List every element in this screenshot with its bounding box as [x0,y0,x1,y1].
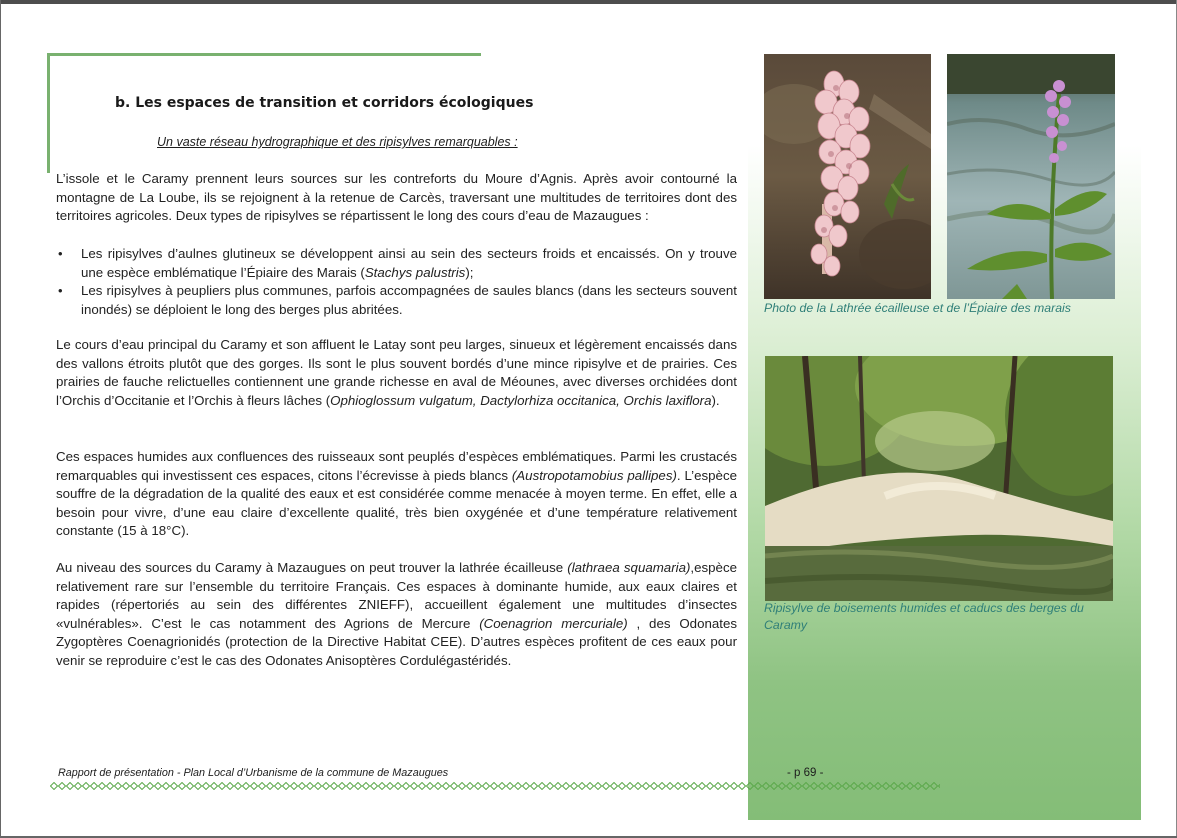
list-item-text: Les ripisylves à peupliers plus communes, parfois accompagnées de saules blancs (dans les secteurs souvent inondés) se déploient le long des berges plus abritées. [81,283,737,317]
paragraph-caramy-italic: Ophioglossum vulgatum, Dactylorhiza occitanica, Orchis laxiflora [330,392,712,408]
paragraph-humid-end: . L’espèce souffre de la dégradation de la qualité des eaux et est considérée comme menacée à moyen terme. En effet, elle a besoin pour vivre, d’une eau claire d’excellente qualité, très bien oxygénée et d’une température relativement constante (15 à 18°C). [56,467,737,538]
section-title: b. Les espaces de transition et corridors écologiques [115,95,534,111]
paragraph-humid-spaces [56,448,737,541]
paragraph-sources-middle: ,espèce relativement rare sur l’ensemble du territoire Français. Ces espaces à dominante humide, aux eaux claires et rapides (répertoriés au sein des différentes ZNIEFF), accueillent également une multitudes d’insectes «vulnérables». C’est le cas notamment des Agrions de Mercure [56,560,737,631]
photo-caption-plants: Photo de la Lathrée écailleuse et de l’Épiaire des marais [764,301,1071,315]
list-item-italic: Stachys palustris [364,264,466,280]
page-number: - p 69 - [787,767,824,779]
ripisylve-photo [765,356,1113,601]
photo-caption-ripisylve: Ripisylve de boisements humides et caducs des berges du Caramy [764,601,1084,632]
paragraph-caramy-text: Le cours d’eau principal du Caramy et son affluent le Latay sont peu larges, sinueux et légèrement encaissés dans des vallons étroits plutôt que des gorges. Ils sont le plus souvent bordés d’une mince ripisylve et de prairies. Ces prairies de fauche relictuelles contiennent une grande richesse en aval de Méounes, avec diverses orchidées dont l’Orchis d’Occitanie et l’Orchis à fleurs lâches ( [56,337,737,408]
top-border [0,0,1177,4]
lathree-photo [764,54,931,299]
frame-left-rule [47,53,50,173]
list-item-text-end: ); [465,264,474,280]
footer-diamond-rule [50,782,940,790]
list-item-text: Les ripisylves d’aulnes glutineux se développent ainsi au sein des secteurs froids et encaissés. On y trouve une espèce emblématique l’Épiaire des Marais ( [81,246,737,280]
footer-report-title: Rapport de présentation - Plan Local d’Urbanisme de la commune de Mazaugues [58,767,449,779]
paragraph-humid-text: Ces espaces humides aux confluences des ruisseaux sont peuplés d’espèces emblématiques. Parmi les crustacés remarquables qui investissent ces espaces, citons l’écrevisse à pieds blancs [56,449,737,483]
list-item [56,245,737,282]
frame-top-rule [47,53,481,56]
paragraph-sources [56,559,737,670]
paragraph-intro [56,170,737,226]
paragraph-sources-text: Au niveau des sources du Caramy à Mazaugues on peut trouver la lathrée écailleuse [56,560,568,575]
paragraph-caramy [56,336,737,410]
ripisylve-list [56,245,737,319]
paragraph-caramy-end: ). [711,392,720,408]
paragraph-sources-italic-1: (lathraea squamaria) [567,560,691,575]
paragraph-intro-text: L’issole et le Caramy prennent leurs sources sur les contreforts du Moure d’Agnis. Après avoir contourné la montagne de La Loube, ils se rejoignent à la retenue de Carcès, traversant une multitudes de territoires dont des territoires agricoles. Deux types de ripisylves se répartissent le long des cours d’eau de Mazaugues : [56,171,737,223]
paragraph-sources-italic-2: (Coenagrion mercuriale) [479,615,628,631]
list-item [56,282,737,319]
epiaire-photo [947,54,1115,299]
paragraph-sources-end: , des Odonates Zygoptères Coenagrionidés (protection de la Directive Habitat CEE). D’autres espèces profitent de ces eaux pour venir se reproduire c’est le cas des Odonates Anisoptères Cordulégastéridés. [56,615,737,668]
subtitle: Un vaste réseau hydrographique et des ripisylves remarquables : [157,135,518,149]
paragraph-humid-italic: (Austropotamobius pallipes) [511,467,677,483]
left-border [0,0,1,838]
